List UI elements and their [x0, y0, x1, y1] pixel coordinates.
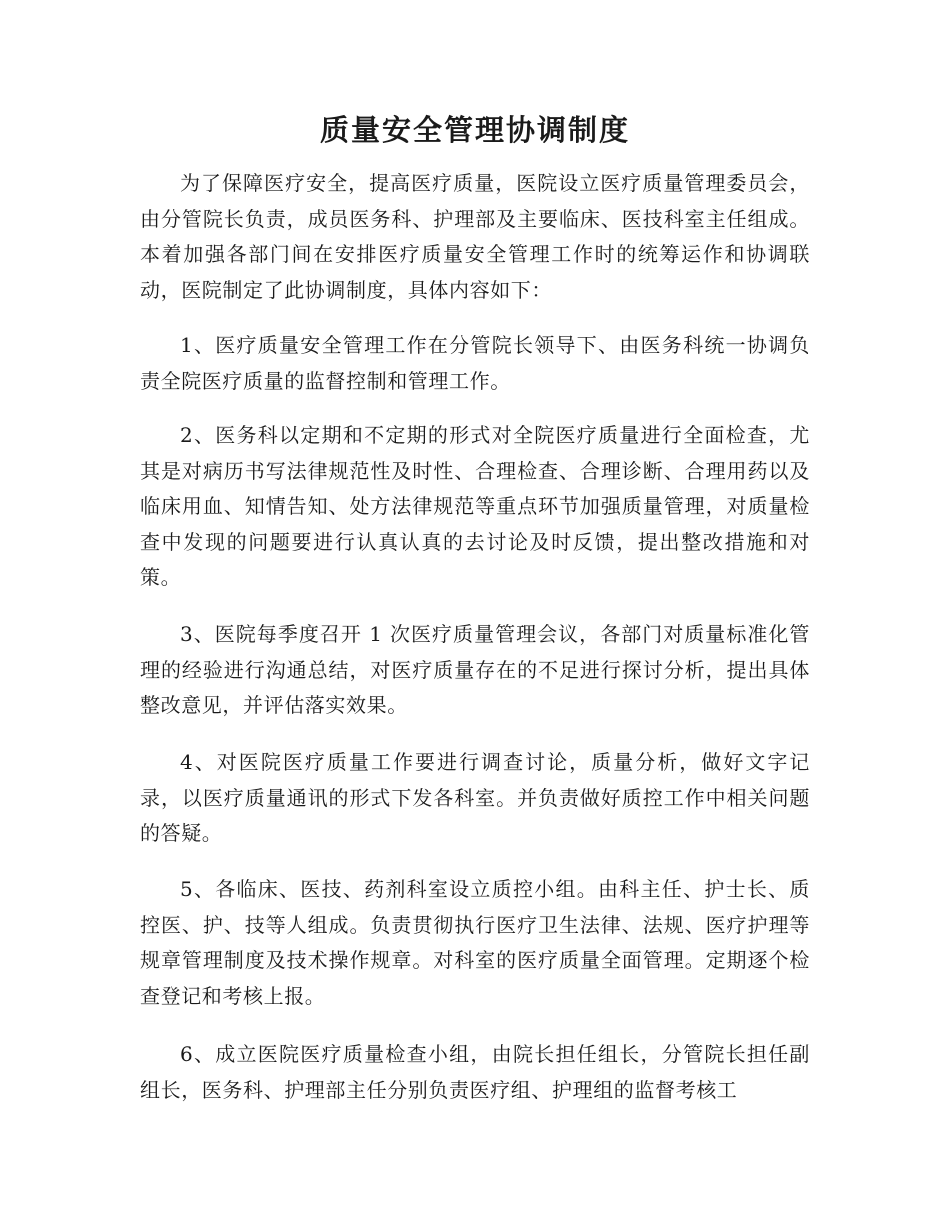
paragraph-item-3: 3、医院每季度召开 1 次医疗质量管理会议，各部门对质量标准化管理的经验进行沟通总结，对医疗质量存在的不足进行探讨分析，提出具体整改意见，并评估落实效果。: [140, 622, 810, 717]
paragraph-item-5: 5、各临床、医技、药剂科室设立质控小组。由科主任、护士长、质控医、护、技等人组成。负责贯彻执行医疗卫生法律、法规、医疗护理等规章管理制度及技术操作规章。对科室的医疗质量全面管理。定期逐个检查登记和考核上报。: [140, 877, 810, 1008]
paragraph-item-6: 6、成立医院医疗质量检查小组，由院长担任组长，分管院长担任副组长，医务科、护理部主任分别负责医疗组、护理组的监督考核工: [140, 1042, 810, 1102]
paragraph-item-1: 1、医疗质量安全管理工作在分管院长领导下、由医务科统一协调负责全院医疗质量的监督控制和管理工作。: [140, 333, 810, 393]
paragraph-item-2: 2、医务科以定期和不定期的形式对全院医疗质量进行全面检查，尤其是对病历书写法律规范性及时性、合理检查、合理诊断、合理用药以及临床用血、知情告知、处方法律规范等重点环节加强质量管理，对质量检查中发现的问题要进行认真认真的去讨论及时反馈，提出整改措施和对策。: [140, 423, 810, 589]
paragraph-intro: 为了保障医疗安全，提高医疗质量，医院设立医疗质量管理委员会，由分管院长负责，成员医务科、护理部及主要临床、医技科室主任组成。本着加强各部门间在安排医疗质量安全管理工作时的统筹运作和协调联动，医院制定了此协调制度，具体内容如下：: [140, 171, 810, 302]
document-title: 质量安全管理协调制度: [319, 113, 630, 147]
paragraph-item-4: 4、对医院医疗质量工作要进行调查讨论，质量分析，做好文字记录，以医疗质量通讯的形式下发各科室。并负责做好质控工作中相关问题的答疑。: [140, 750, 810, 845]
